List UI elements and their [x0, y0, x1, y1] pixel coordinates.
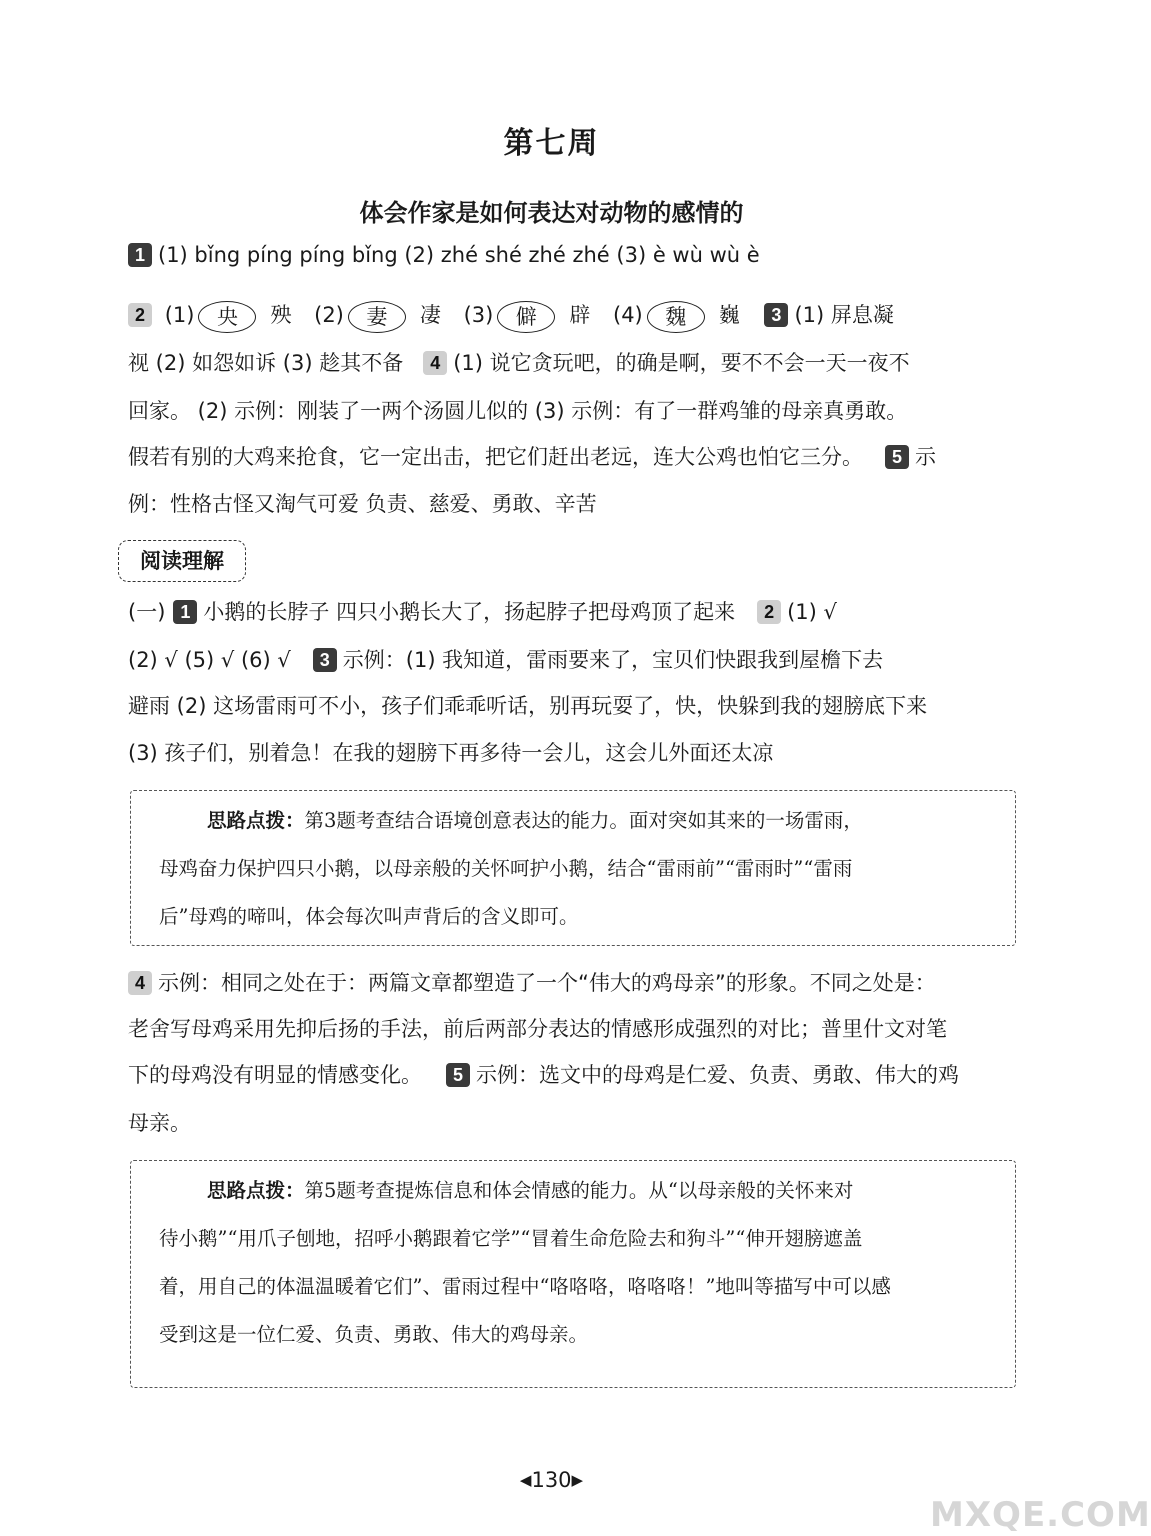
reading-a1-line — [128, 597, 1018, 627]
page-number-value: 130 — [531, 1468, 572, 1492]
q2-item-idx: (1) — [164, 303, 195, 327]
q3-answer-start: (1) 屏息凝 — [794, 303, 894, 327]
tip2-text-c: 着，用自己的体温温暖着它们”、雷雨过程中“咯咯咯，咯咯咯！”地叫等描写中可以感 — [159, 1275, 891, 1298]
tip2-text-b: 待小鹅”“用爪子刨地，招呼小鹅跟着它学”“冒着生命危险去和狗斗”“伸开翅膀遮盖 — [159, 1227, 863, 1250]
tip1-text-a: 第3题考查结合语境创意表达的能力。面对突如其来的一场雷雨， — [304, 809, 863, 832]
q2-circled-char: 魏 — [647, 301, 705, 333]
q2-item-char: 殃 — [270, 303, 292, 327]
reading-a2-a3-line — [128, 645, 1018, 675]
q4-q5-line — [128, 442, 1018, 472]
reading-a3-badge: 3 — [313, 648, 337, 672]
reading-a5-a: 示例：选文中的母鸡是仁爱、负责、勇敢、伟大的鸡 — [476, 1063, 959, 1087]
q1-number-badge: 1 — [128, 243, 152, 267]
q1-answer: (1) bǐng píng píng bǐng (2) zhé shé zhé zhé (3) è wù wù è — [158, 243, 760, 267]
tip2-label: 思路点拨： — [207, 1179, 305, 1202]
tip2-text-d: 受到这是一位仁爱、负责、勇敢、伟大的鸡母亲。 — [159, 1323, 589, 1346]
q5-answer-a: 示 — [915, 445, 936, 469]
reading-a3-line-b: 避雨 (2) 这场雷雨可不小，孩子们乖乖听话，别再玩耍了，快，快躲到我的翅膀底下来 — [128, 694, 928, 718]
page-title: 第七周 — [503, 126, 600, 161]
reading-section-tag: 阅读理解 — [118, 540, 246, 582]
q4-line-b: 回家。 (2) 示例：刚装了一两个汤圆儿似的 (3) 示例：有了一群鸡雏的母亲真勇敢。 — [128, 399, 908, 423]
q2-item-char: 巍 — [718, 303, 740, 327]
q2-circled-char: 僻 — [497, 301, 555, 333]
unit-title: 体会作家是如何表达对动物的感情的 — [359, 199, 744, 227]
reading-a3-a: 示例：(1) 我知道，雷雨要来了，宝贝们快跟我到屋檐下去 — [342, 648, 884, 672]
q4-answer-a: (1) 说它贪玩吧，的确是啊，要不不会一天一夜不 — [453, 351, 910, 375]
tip2-text-a: 第5题考查提炼信息和体会情感的能力。从“以母亲般的关怀来对 — [304, 1179, 854, 1202]
reading-a4-line-a — [128, 968, 1018, 998]
q2-line — [128, 300, 1018, 333]
tip1-label: 思路点拨： — [207, 809, 305, 832]
reading-a4-badge: 4 — [128, 971, 152, 995]
reading-a5-badge: 5 — [446, 1063, 470, 1087]
triangle-left-icon: ◀ — [519, 1471, 532, 1489]
q5-line-b: 例：性格古怪又淘气可爱 负责、慈爱、勇敢、辛苦 — [128, 492, 597, 516]
reading-a4-a5-line — [128, 1060, 1018, 1090]
q2-item-idx: (3) — [463, 303, 494, 327]
q2-number-badge: 2 — [128, 303, 152, 327]
reading-a2-rest: (2) √ (5) √ (6) √ — [128, 648, 291, 672]
q2-item-idx: (4) — [613, 303, 643, 327]
tip-box-1 — [130, 790, 1016, 946]
q1-line — [128, 240, 1018, 270]
tip-box-2 — [130, 1160, 1016, 1388]
reading-a2-badge: 2 — [757, 600, 781, 624]
q3-q4-line — [128, 348, 1018, 378]
q4-number-badge: 4 — [423, 351, 447, 375]
q2-circled-char: 妻 — [348, 301, 406, 333]
reading-a3-line-c: (3) 孩子们，别着急！在我的翅膀下再多待一会儿，这会儿外面还太凉 — [128, 741, 774, 765]
q2-item-char: 辟 — [569, 303, 591, 327]
q4-answer-c: 假若有别的大鸡来抢食，它一定出击，把它们赶出老远，连大公鸡也怕它三分。 — [128, 445, 863, 469]
reading-a2-start: (1) √ — [787, 600, 837, 624]
q2-item-idx: (2) — [314, 303, 344, 327]
q5-number-badge: 5 — [885, 445, 909, 469]
reading-a4-c: 下的母鸡没有明显的情感变化。 — [128, 1063, 422, 1087]
q3-number-badge: 3 — [764, 303, 788, 327]
reading-a4-a: 示例：相同之处在于：两篇文章都塑造了一个“伟大的鸡母亲”的形象。不同之处是： — [158, 971, 936, 995]
reading-a1: 小鹅的长脖子 四只小鹅长大了，扬起脖子把母鸡顶了起来 — [203, 600, 736, 624]
tip1-text-b: 母鸡奋力保护四只小鹅，以母亲般的关怀呵护小鹅，结合“雷雨前”“雷雨时”“雷雨 — [159, 857, 853, 880]
reading-a5-line-b: 母亲。 — [128, 1111, 191, 1135]
q2-item-char: 凄 — [419, 303, 441, 327]
triangle-right-icon: ▶ — [571, 1471, 584, 1489]
page-number — [0, 1468, 1103, 1492]
reading-a4-line-b: 老舍写母鸡采用先抑后扬的手法，前后两部分表达的情感形成强烈的对比；普里什文对笔 — [128, 1017, 947, 1041]
q2-circled-char: 央 — [198, 301, 256, 333]
watermark: MXQE.COM — [930, 1495, 1151, 1535]
reading-a1-badge: 1 — [173, 600, 197, 624]
q3-answer-rest: 视 (2) 如怨如诉 (3) 趁其不备 — [128, 351, 404, 375]
reading-part-label: (一) — [128, 600, 166, 624]
tip1-text-c: 后”母鸡的啼叫，体会每次叫声背后的含义即可。 — [159, 905, 579, 928]
